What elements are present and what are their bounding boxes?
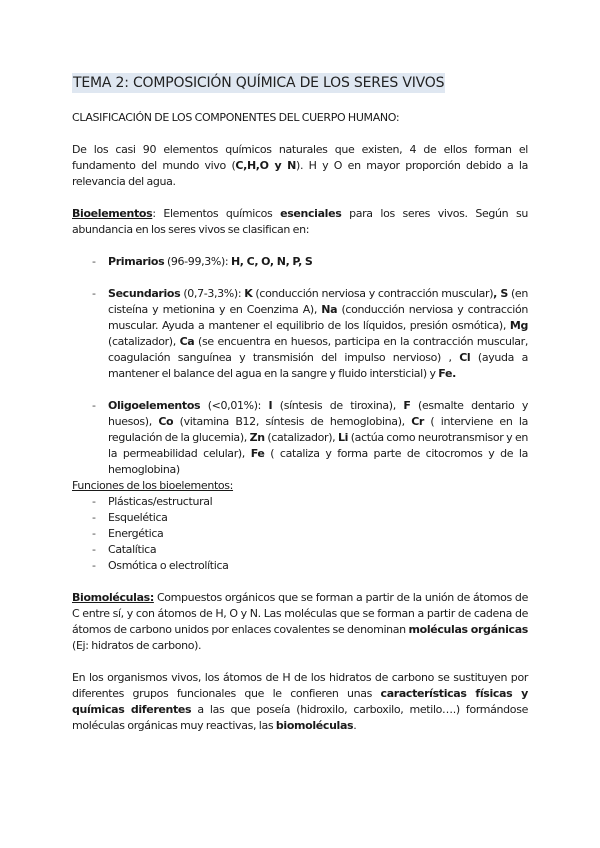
element-i-desc: (síntesis de tiroxina),: [272, 399, 404, 412]
list-item: - Catalítica: [72, 542, 528, 558]
element-f: F: [403, 399, 411, 412]
secundarios-pct: (0,7-3,3%):: [180, 287, 245, 300]
page-title: TEMA 2: COMPOSICIÓN QUÍMICA DE LOS SERES VIVOS: [73, 75, 445, 91]
element-cr: Cr: [411, 415, 425, 428]
bioelementos-text-1: : Elementos químicos: [152, 207, 281, 220]
list-item-oligoelementos: [72, 398, 528, 478]
biomoleculas-bold: moléculas orgánicas: [408, 623, 528, 636]
element-k: K: [244, 287, 253, 300]
element-zn-desc: (catalizador),: [264, 431, 338, 444]
element-cl: Cl: [459, 351, 471, 364]
primarios-pct: (96-99,3%):: [164, 255, 231, 268]
bioelementos-paragraph: [72, 206, 528, 238]
biomoleculas-term: Biomoléculas:: [72, 591, 154, 604]
element-zn: Zn: [249, 431, 265, 444]
list-item-secundarios: [72, 286, 528, 382]
document-body: [72, 110, 528, 734]
element-fe-oligo-desc: ( cataliza y forma parte de citocromos y de la hemoglobina): [108, 447, 528, 476]
primarios-elements: H, C, O, N, P, S: [230, 255, 313, 268]
element-fe-oligo: Fe: [250, 447, 265, 460]
element-cr-desc: ( interviene en la regulación de la glucemia),: [108, 415, 528, 444]
element-mg: Mg: [509, 319, 528, 332]
final-paragraph: [72, 670, 528, 734]
final-text-1: En los organismos vivos, los átomos de H de los hidratos de carbono se sustituyen por diferentes grupos funcionales que le confieren unas: [72, 671, 528, 700]
element-mg-desc: (catalizador),: [108, 335, 180, 348]
bioelementos-bold: esenciales: [280, 207, 342, 220]
funciones-list: [72, 494, 528, 574]
intro-bold-elements: C,H,O y N: [235, 159, 297, 172]
element-s-desc: (en cisteína y metionina y en Coenzima A),: [108, 287, 528, 316]
element-co: Co: [158, 415, 174, 428]
element-ca-desc: (se encuentra en huesos, participa en la contracción muscular, coagulación sanguínea y transmisión del impulso nervioso) ,: [108, 335, 529, 364]
element-na-desc: (conducción nerviosa y contracción muscular. Ayuda a mantener el equilibrio de los líquidos, presión osmótica),: [108, 303, 529, 332]
element-i: I: [268, 399, 273, 412]
oligo-pct: (<0,01%):: [200, 399, 269, 412]
list-item-primarios: [72, 254, 528, 270]
final-bold-1: características físicas y químicas diferentes: [72, 687, 528, 716]
element-co-desc: (vitamina B12, síntesis de hemoglobina),: [173, 415, 412, 428]
bioelement-classes-list: [72, 254, 528, 478]
bioelementos-term: Bioelementos: [72, 207, 153, 220]
element-li-desc: (actúa como neurotransmisor y en la permeabilidad celular),: [108, 431, 528, 460]
list-item: - Osmótica o electrolítica: [72, 558, 528, 574]
funciones-title: Funciones de los bioelementos:: [72, 479, 234, 492]
element-na: Na: [321, 303, 338, 316]
element-k-desc: (conducción nerviosa y contracción muscular): [252, 287, 494, 300]
comma: ,: [493, 287, 498, 300]
biomoleculas-text-1: Compuestos orgánicos que se forman a partir de la unión de átomos de C entre sí, y con átomos de H, O y N. Las moléculas que se forman a partir de cadena de átomos de carbono unidos por enlaces covalentes se denominan: [72, 591, 528, 636]
final-bold-2: biomoléculas: [275, 719, 354, 732]
element-s: S: [497, 287, 508, 300]
final-text-2: a las que poseía (hidroxilo, carboxilo, metilo….) formándose moléculas orgánicas muy reactivas, las: [72, 703, 528, 732]
element-fe: Fe.: [438, 367, 456, 380]
element-f-desc: (esmalte dentario y huesos),: [108, 399, 529, 428]
section-subtitle: CLASIFICACIÓN DE LOS COMPONENTES DEL CUERPO HUMANO:: [72, 111, 400, 124]
list-item: - Energética: [72, 526, 528, 542]
element-ca: Ca: [179, 335, 195, 348]
biomoleculas-text-2: (Ej: hidratos de carbono).: [72, 639, 202, 652]
primarios-label: Primarios: [108, 255, 165, 268]
intro-paragraph: [72, 142, 528, 190]
intro-text-2: ). H y O en mayor proporción debido a la relevancia del agua.: [72, 159, 528, 188]
intro-text-1: De los casi 90 elementos químicos naturales que existen, 4 de ellos forman el fundamento del mundo vivo (: [72, 143, 528, 172]
element-cl-desc: (ayuda a mantener el balance del agua en la sangre y fluido intersticial) y: [108, 351, 528, 380]
list-item: - Esquelética: [72, 510, 528, 526]
list-item: - Plásticas/estructural: [72, 494, 528, 510]
secundarios-label: Secundarios: [108, 287, 181, 300]
element-li: Li: [337, 431, 349, 444]
oligo-label: Oligoelementos: [108, 399, 201, 412]
bioelementos-text-2: para los seres vivos. Según su abundancia en los seres vivos se clasifican en:: [72, 207, 528, 236]
final-text-3: .: [353, 719, 357, 732]
biomoleculas-paragraph: [72, 590, 528, 654]
